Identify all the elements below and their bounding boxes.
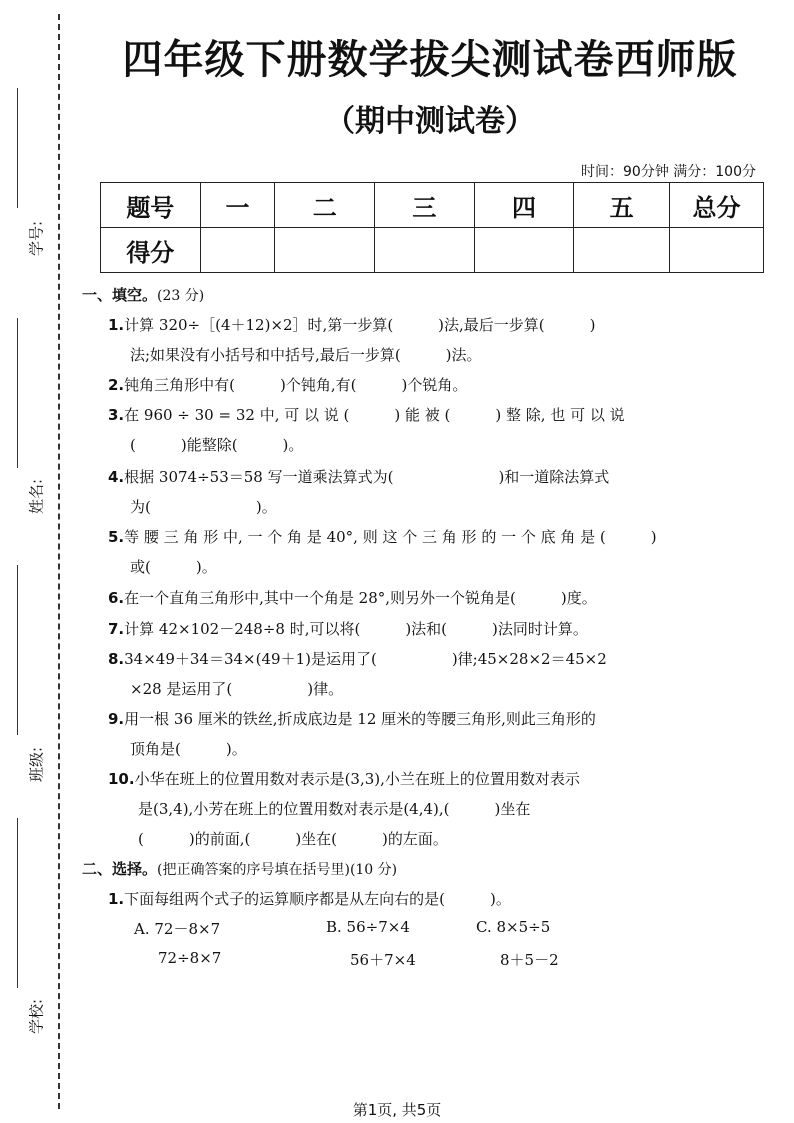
score-header-cell: 五: [574, 183, 670, 228]
section-2-note: (把正确答案的序号填在括号里)(10 分): [157, 862, 398, 878]
question-number: 8.: [108, 650, 125, 668]
student-no-underline[interactable]: [17, 88, 18, 208]
score-cell[interactable]: [574, 228, 670, 273]
question-10-line-1: [108, 768, 580, 789]
option-a-second: 72÷8×7: [158, 949, 222, 967]
question-1-line-2: 法;如果没有小括号和中括号,最后一步算( )法。: [130, 346, 482, 364]
question-4-line-2: 为( )。: [130, 498, 277, 516]
question-2-line-1: [108, 374, 467, 395]
section-2-heading: [82, 858, 397, 879]
score-cell[interactable]: [474, 228, 574, 273]
page-subtitle: （期中测试卷）: [325, 104, 535, 139]
question-3-line-2: ( )能整除( )。: [130, 436, 304, 454]
score-header-cell: 三: [375, 183, 475, 228]
question-3-line-1: [108, 404, 625, 425]
question-text: 34×49＋34＝34×(49＋1)是运用了( )律;45×28×2＝45×2: [124, 650, 607, 668]
class-underline[interactable]: [17, 565, 18, 735]
score-table: [100, 182, 764, 273]
question-8-line-2: ×28 是运用了( )律。: [130, 680, 344, 698]
question-text: 计算 42×102－248÷8 时,可以将( )法和( )法同时计算。: [124, 620, 588, 638]
question-text: 根据 3074÷53＝58 写一道乘法算式为( )和一道除法算式: [124, 468, 610, 486]
score-cell[interactable]: [670, 228, 764, 273]
name-label: 姓名:: [27, 478, 46, 515]
question-number: 6.: [108, 589, 125, 607]
question-number: 7.: [108, 620, 125, 638]
question-9-line-1: [108, 708, 596, 729]
question-10-line-2: 是(3,4),小芳在班上的位置用数对表示是(4,4),( )坐在: [138, 800, 531, 818]
question-6-line-1: [108, 587, 597, 608]
option-b-second: 56＋7×4: [350, 951, 416, 969]
score-header-cell: 四: [474, 183, 574, 228]
score-header-cell: 二: [275, 183, 375, 228]
question-text: 用一根 36 厘米的铁丝,折成底边是 12 厘米的等腰三角形,则此三角形的: [124, 710, 596, 728]
question-text: 等 腰 三 角 形 中, 一 个 角 是 40°, 则 这 个 三 角 形 的 一 个 底 角 是 ( ): [124, 528, 657, 546]
page-footer: 第1页, 共5页: [352, 1101, 442, 1119]
section-1-title: 一、填空。: [82, 286, 158, 304]
class-label: 班级:: [27, 746, 46, 783]
choice-question-1: [108, 888, 511, 909]
name-underline[interactable]: [17, 318, 18, 468]
question-number: 9.: [108, 710, 125, 728]
question-number: 4.: [108, 468, 125, 486]
question-number: 2.: [108, 376, 125, 394]
question-text: 钝角三角形中有( )个钝角,有( )个锐角。: [124, 376, 468, 394]
score-header-cell: 总分: [670, 183, 764, 228]
question-text: 在一个直角三角形中,其中一个角是 28°,则另外一个锐角是( )度。: [124, 589, 597, 607]
option-c-second: 8＋5－2: [500, 951, 559, 969]
question-number: 5.: [108, 528, 125, 546]
question-text: 计算 320÷［(4＋12)×2］时,第一步算( )法,最后一步算( ): [124, 316, 596, 334]
question-1-line-1: [108, 314, 596, 335]
score-table-score-row: [101, 228, 764, 273]
question-text: 小华在班上的位置用数对表示是(3,3),小兰在班上的位置用数对表示: [134, 770, 580, 788]
question-5-line-1: [108, 526, 657, 547]
section-1-heading: [82, 284, 204, 305]
time-info: 时间：90分钟 满分：100分: [581, 164, 756, 180]
question-text: 下面每组两个式子的运算顺序都是从左向右的是( )。: [124, 890, 511, 908]
question-text: 在 960 ÷ 30 = 32 中, 可 以 说 ( ) 能 被 ( ) 整 除, 也 可 以 说: [124, 406, 625, 424]
question-number: 10.: [108, 770, 135, 788]
score-header-cell: 题号: [101, 183, 201, 228]
page-title: 四年级下册数学拔尖测试卷西师版: [122, 37, 738, 83]
question-10-line-3: ( )的前面,( )坐在( )的左面。: [138, 830, 448, 848]
option-a[interactable]: A. 72－8×7: [134, 920, 221, 938]
score-row-label: 得分: [101, 228, 201, 273]
school-label: 学校:: [27, 998, 46, 1035]
score-table-header-row: [101, 183, 764, 228]
student-no-label: 学号:: [27, 220, 46, 257]
question-8-line-1: [108, 648, 607, 669]
section-1-note: (23 分): [157, 288, 205, 304]
question-number: 3.: [108, 406, 125, 424]
score-cell[interactable]: [275, 228, 375, 273]
option-b[interactable]: B. 56÷7×4: [326, 918, 410, 936]
score-header-cell: 一: [200, 183, 275, 228]
option-c[interactable]: C. 8×5÷5: [476, 918, 551, 936]
question-number: 1.: [108, 316, 125, 334]
question-7-line-1: [108, 618, 588, 639]
school-underline[interactable]: [17, 818, 18, 988]
question-4-line-1: [108, 466, 609, 487]
question-number: 1.: [108, 890, 125, 908]
question-9-line-2: 顶角是( )。: [130, 740, 247, 758]
question-5-line-2: 或( )。: [130, 558, 217, 576]
score-cell[interactable]: [200, 228, 275, 273]
section-2-title: 二、选择。: [82, 860, 158, 878]
score-cell[interactable]: [375, 228, 475, 273]
binding-dashed-line: [58, 14, 60, 1109]
